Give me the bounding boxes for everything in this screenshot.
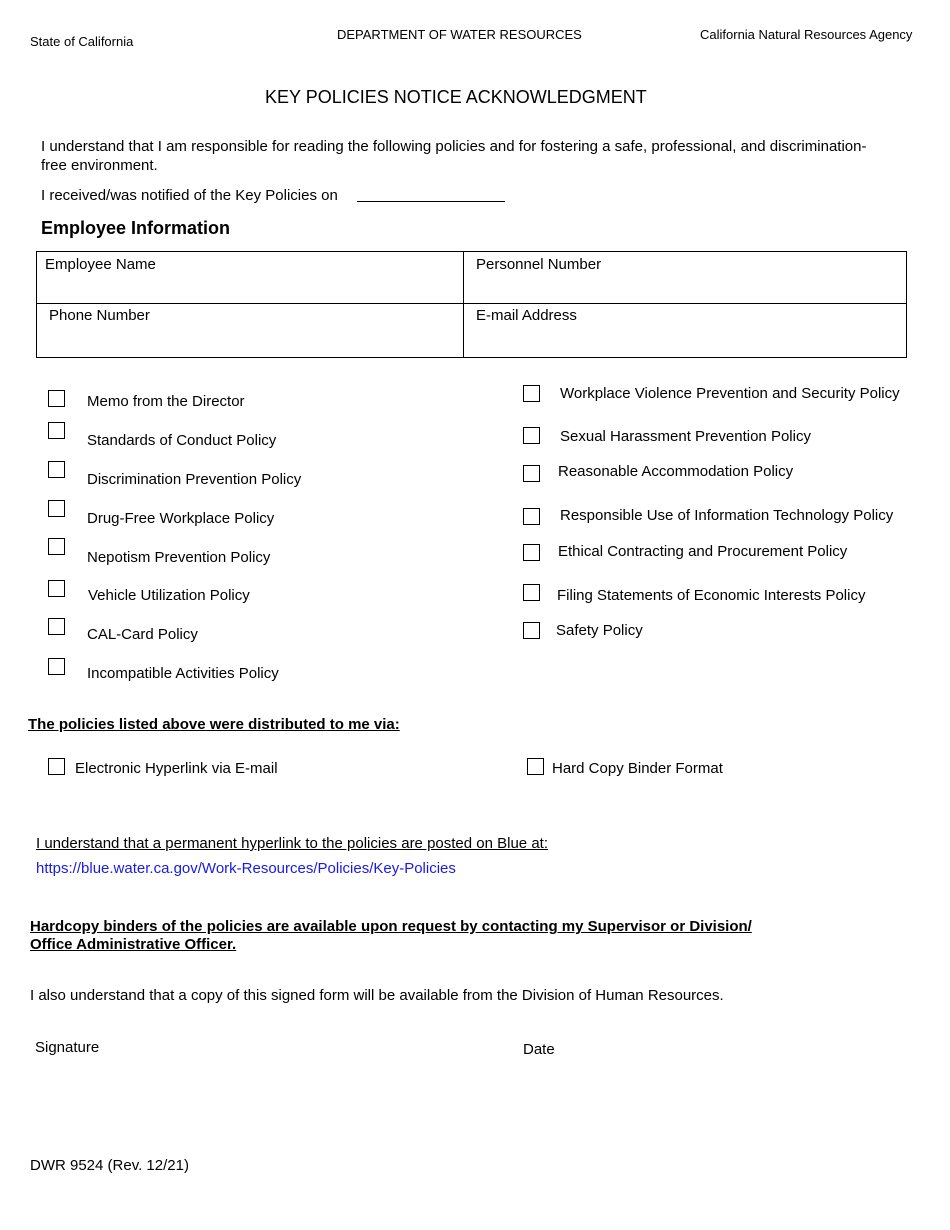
- safety-policy-label: Safety Policy: [556, 622, 643, 639]
- economic-interests-checkbox[interactable]: [523, 584, 540, 601]
- distribution-heading: The policies listed above were distributed to me via:: [28, 716, 400, 733]
- phone-number-field[interactable]: Phone Number: [49, 307, 150, 324]
- safety-policy-checkbox[interactable]: [523, 622, 540, 639]
- standards-conduct-label: Standards of Conduct Policy: [87, 432, 277, 449]
- intro-line-2: free environment.: [41, 157, 158, 174]
- hardcopy-line-1: Hardcopy binders of the policies are available upon request by contacting my Supervisor or Division/: [30, 918, 752, 935]
- header-agency: California Natural Resources Agency: [700, 27, 913, 42]
- copy-statement: I also understand that a copy of this signed form will be available from the Division of Human Resources.: [30, 987, 724, 1004]
- it-use-checkbox[interactable]: [523, 508, 540, 525]
- header-state: State of California: [30, 34, 134, 49]
- hardcopy-line-2: Office Administrative Officer.: [30, 936, 237, 953]
- ethical-contracting-checkbox[interactable]: [523, 544, 540, 561]
- employee-info-table: [36, 251, 907, 358]
- reasonable-accommodation-label: Reasonable Accommodation Policy: [558, 463, 794, 480]
- drug-free-label: Drug-Free Workplace Policy: [87, 510, 275, 527]
- hyperlink-statement: I understand that a permanent hyperlink to the policies are posted on Blue at:: [36, 835, 548, 852]
- discrimination-prevention-checkbox[interactable]: [48, 461, 65, 478]
- discrimination-prevention-label: Discrimination Prevention Policy: [87, 471, 302, 488]
- incompatible-activities-checkbox[interactable]: [48, 658, 65, 675]
- cal-card-label: CAL-Card Policy: [87, 626, 198, 643]
- nepotism-checkbox[interactable]: [48, 538, 65, 555]
- electronic-hyperlink-label: Electronic Hyperlink via E-mail: [75, 760, 278, 777]
- it-use-label: Responsible Use of Information Technology Policy: [560, 507, 894, 524]
- policies-link[interactable]: https://blue.water.ca.gov/Work-Resources/Policies/Key-Policies: [36, 860, 456, 877]
- personnel-number-field[interactable]: Personnel Number: [476, 256, 602, 273]
- received-date-field[interactable]: [357, 201, 505, 202]
- reasonable-accommodation-checkbox[interactable]: [523, 465, 540, 482]
- form-number: DWR 9524 (Rev. 12/21): [30, 1157, 189, 1174]
- ethical-contracting-label: Ethical Contracting and Procurement Policy: [558, 543, 848, 560]
- electronic-hyperlink-checkbox[interactable]: [48, 758, 65, 775]
- nepotism-label: Nepotism Prevention Policy: [87, 549, 271, 566]
- table-column-divider: [463, 252, 464, 357]
- memo-director-checkbox[interactable]: [48, 390, 65, 407]
- incompatible-activities-label: Incompatible Activities Policy: [87, 665, 279, 682]
- drug-free-checkbox[interactable]: [48, 500, 65, 517]
- sexual-harassment-label: Sexual Harassment Prevention Policy: [560, 428, 811, 445]
- table-row-divider: [37, 303, 906, 304]
- vehicle-utilization-label: Vehicle Utilization Policy: [88, 587, 250, 604]
- economic-interests-label: Filing Statements of Economic Interests Policy: [557, 587, 866, 604]
- hard-copy-label: Hard Copy Binder Format: [552, 760, 723, 777]
- workplace-violence-checkbox[interactable]: [523, 385, 540, 402]
- hard-copy-checkbox[interactable]: [527, 758, 544, 775]
- standards-conduct-checkbox[interactable]: [48, 422, 65, 439]
- date-field[interactable]: Date: [523, 1041, 555, 1058]
- intro-line-1: I understand that I am responsible for reading the following policies and for fostering a safe, professional, and discrimination-: [41, 138, 867, 155]
- email-address-field[interactable]: E-mail Address: [476, 307, 577, 324]
- vehicle-utilization-checkbox[interactable]: [48, 580, 65, 597]
- workplace-violence-label: Workplace Violence Prevention and Security Policy: [560, 385, 900, 402]
- cal-card-checkbox[interactable]: [48, 618, 65, 635]
- employee-info-heading: Employee Information: [41, 218, 231, 238]
- received-label: I received/was notified of the Key Policies on: [41, 187, 338, 204]
- memo-director-label: Memo from the Director: [87, 393, 245, 410]
- employee-name-field[interactable]: Employee Name: [45, 256, 156, 273]
- header-department: DEPARTMENT OF WATER RESOURCES: [337, 27, 582, 42]
- signature-field[interactable]: Signature: [35, 1039, 100, 1056]
- sexual-harassment-checkbox[interactable]: [523, 427, 540, 444]
- page-title: KEY POLICIES NOTICE ACKNOWLEDGMENT: [265, 87, 647, 107]
